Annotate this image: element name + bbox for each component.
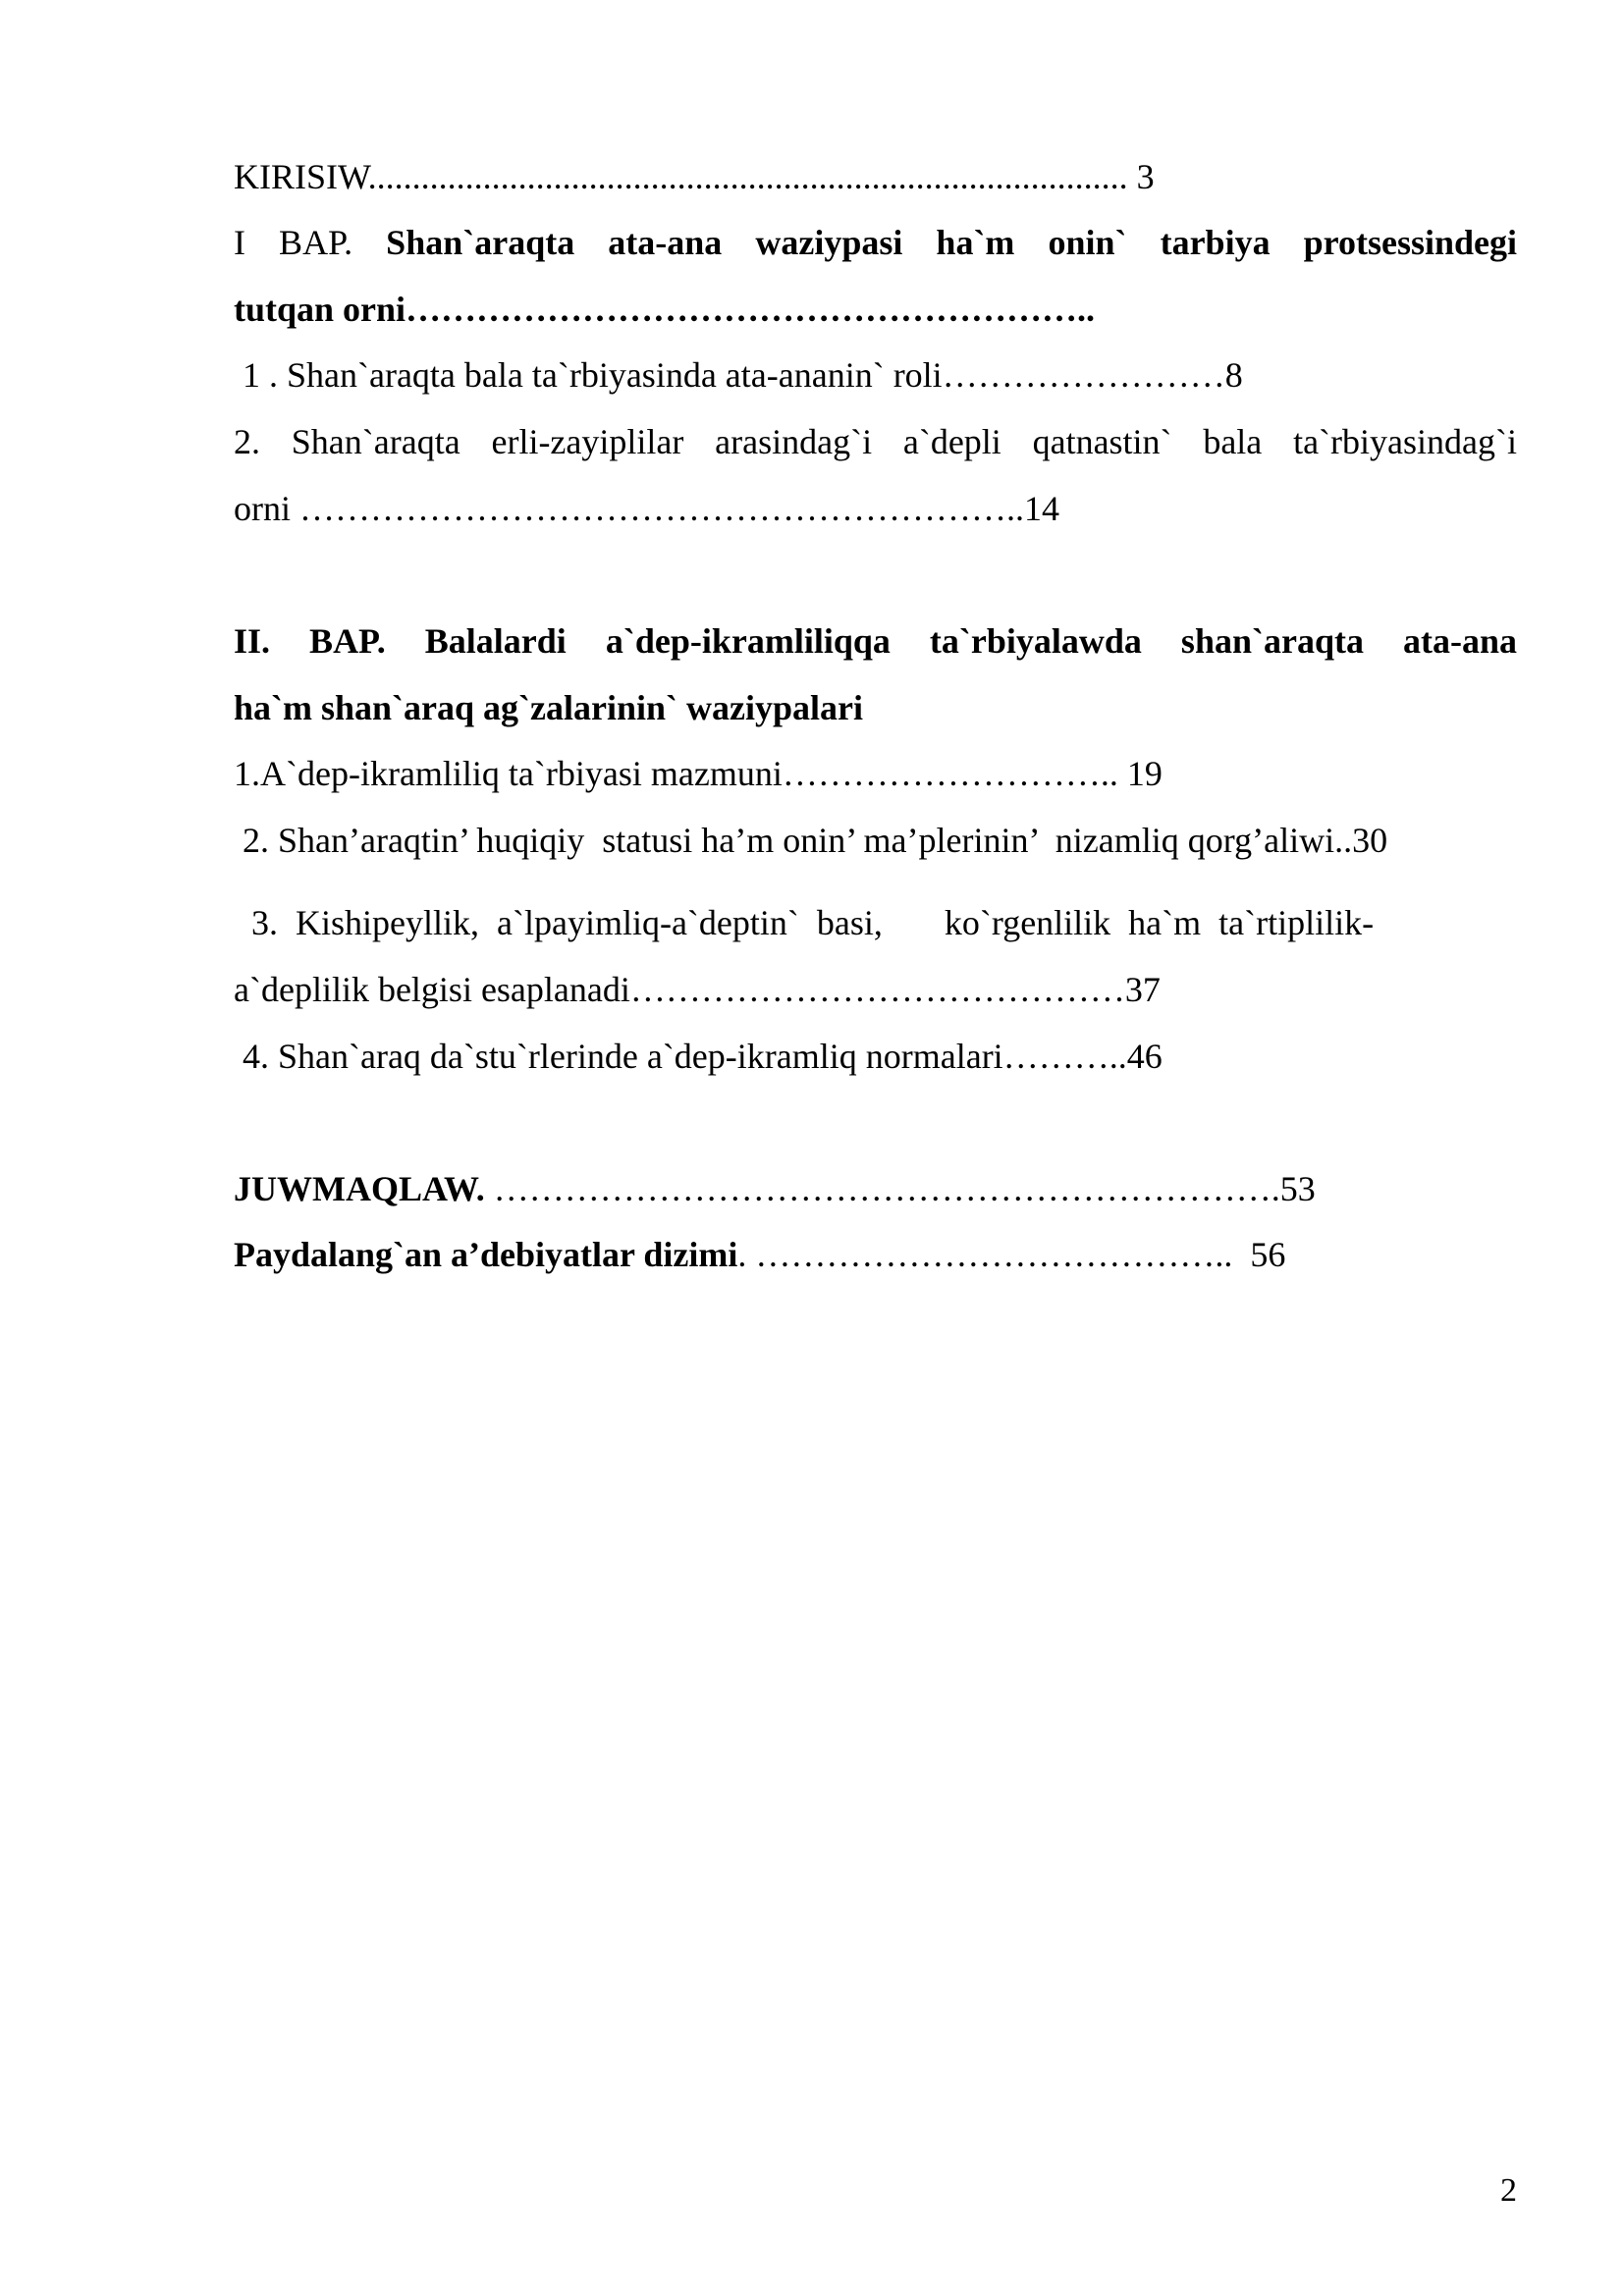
toc-intro-page: 3 <box>1136 157 1155 196</box>
toc-conclusion-label: JUWMAQLAW. <box>234 1169 485 1208</box>
toc-chapter1-title-line2 <box>234 286 1095 333</box>
toc-chapter1-prefix: I BAP. <box>234 223 353 262</box>
toc-entry-ch1-s2-line1 <box>234 418 1517 465</box>
toc-conclusion-page: 53 <box>1279 1169 1316 1208</box>
toc-ch2-s1-leader: ……………………….. <box>782 754 1127 793</box>
toc-chapter2-title-cont: ha`m shan`araq ag`zalarinin` waziypalari <box>234 688 864 727</box>
toc-references-page: 56 <box>1241 1235 1286 1274</box>
toc-chapter1-title-line1 <box>234 219 1517 266</box>
toc-ch2-s4-page: 46 <box>1126 1037 1163 1076</box>
toc-intro-leader: ...................................................................................... <box>367 157 1128 196</box>
toc-ch1-s1-text: 1 . Shan`araqta bala ta`rbiyasinda ata-ananin` roli <box>234 355 943 395</box>
toc-chapter1-title-cont: tutqan orni <box>234 290 406 329</box>
toc-ch2-s1-text: 1.A`dep-ikramliliq ta`rbiyasi mazmuni <box>234 754 783 793</box>
toc-ch2-s1-page: 19 <box>1126 754 1163 793</box>
toc-ch1-s2-text-cont: orni <box>234 489 299 528</box>
toc-references-leader: . ………………………………….. <box>737 1235 1242 1274</box>
toc-ch1-s2-page: 14 <box>1024 489 1059 528</box>
toc-chapter1-title: Shan`araqta ata-ana waziypasi ha`m onin` tarbiya protsessindegi <box>386 223 1518 262</box>
toc-ch1-s1-leader: …………………… <box>942 355 1225 395</box>
toc-ch2-s3-text-cont: a`deplilik belgisi esaplanadi <box>234 970 630 1009</box>
toc-entry-references <box>234 1231 1285 1278</box>
toc-ch2-s2-page: 30 <box>1352 821 1388 860</box>
toc-references-label: Paydalang`an a’debiyatlar dizimi <box>234 1235 738 1274</box>
toc-chapter2-title-line2 <box>234 684 863 731</box>
toc-ch2-s4-leader: ……….. <box>1002 1037 1127 1076</box>
toc-entry-conclusion <box>234 1165 1316 1212</box>
toc-ch2-s3-leader: …………………………………… <box>629 970 1125 1009</box>
toc-chapter1-leader: ………………………………………………….. <box>406 290 1096 329</box>
toc-entry-ch2-s2 <box>234 817 1387 864</box>
toc-entry-ch1-s2-line2 <box>234 485 1059 532</box>
toc-ch1-s2-leader: …………………………………………………….. <box>299 489 1024 528</box>
toc-intro-label: KIRISIW <box>234 157 368 196</box>
toc-chapter2-title: II. BAP. Balalardi a`dep-ikramliliqqa ta`rbiyalawda shan`araqta ata-ana <box>234 621 1517 661</box>
toc-conclusion-leader: …………………………………………………………. <box>484 1169 1280 1208</box>
toc-entry-ch2-s3-line2 <box>234 966 1161 1013</box>
toc-entry-ch1-s1 <box>234 351 1243 399</box>
toc-ch2-s2-text: 2. Shan’araqtin’ huqiqiy statusi ha’m onin’ ma’plerinin’ nizamliq qorg’aliwi.. <box>234 821 1353 860</box>
toc-ch2-s4-text: 4. Shan`araq da`stu`rlerinde a`dep-ikramliq normalari <box>234 1037 1003 1076</box>
toc-entry-ch2-s4 <box>234 1033 1163 1080</box>
toc-ch2-s3-page: 37 <box>1124 970 1161 1009</box>
toc-ch1-s2-text: 2. Shan`araqta erli-zayiplilar arasindag`i a`depli qatnastin` bala ta`rbiyasindag`i <box>234 422 1517 461</box>
toc-entry-intro <box>234 153 1155 200</box>
page-number: 2 <box>1500 2172 1517 2209</box>
toc-chapter2-title-line1 <box>234 617 1517 665</box>
toc-entry-ch2-s1 <box>234 750 1163 797</box>
toc-ch1-s1-page: 8 <box>1224 355 1243 395</box>
toc-entry-ch2-s3-line1 <box>234 899 1374 946</box>
toc-ch2-s3-text: 3. Kishipeyllik, a`lpayimliq-a`deptin` basi, ko`rgenlilik ha`m ta`rtiplilik- <box>234 903 1375 942</box>
